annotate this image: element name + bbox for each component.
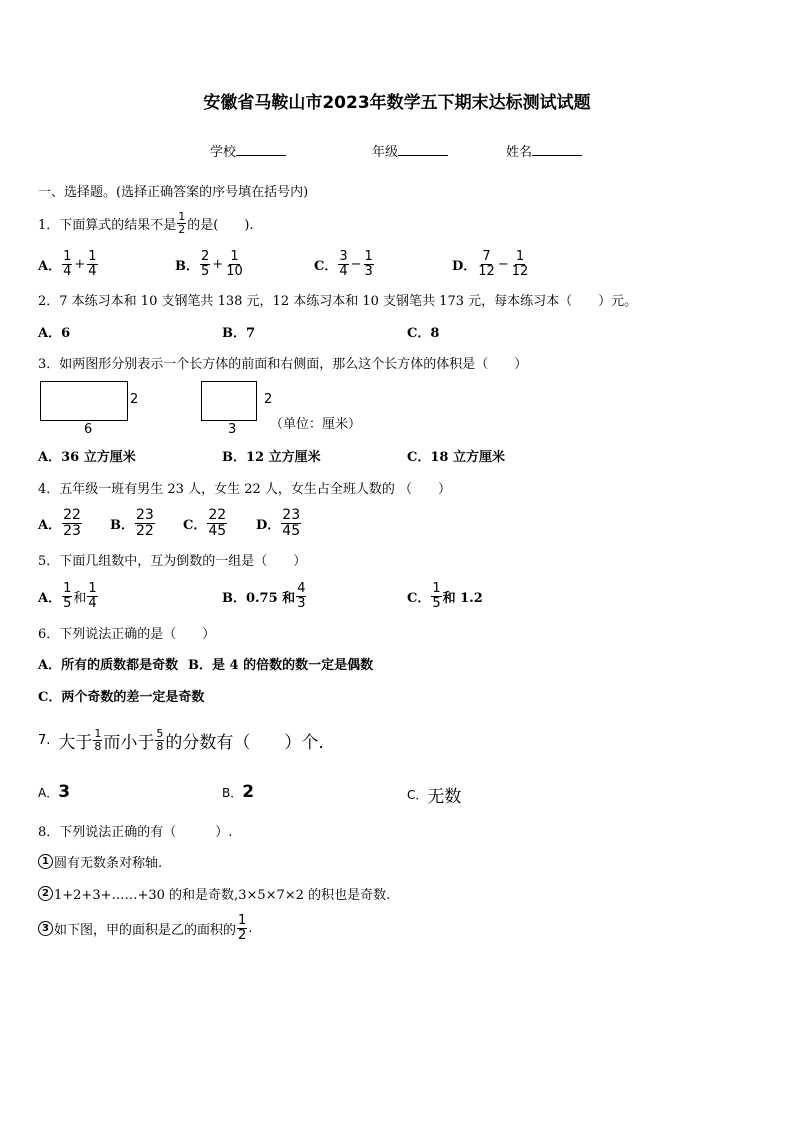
question-2: 2．7 本练习本和 10 支钢笔共 138 元，12 本练习本和 10 支钢笔共 173 元，每本练习本（ ）元。 <box>38 294 638 309</box>
question-8: 8．下列说法正确的有（ ）. <box>38 825 233 840</box>
fig1-bottom-label: 6 <box>84 422 93 437</box>
option-label: A． <box>38 590 62 606</box>
operator: + <box>74 256 86 272</box>
numerator: 23 <box>282 506 301 523</box>
q3-option-a[interactable]: A．36 立方厘米 <box>38 450 136 465</box>
option-label: B． <box>222 785 243 800</box>
fraction <box>281 508 301 538</box>
q5-option-c[interactable] <box>407 580 483 612</box>
fraction <box>135 508 155 538</box>
option-value: 2 <box>242 782 255 802</box>
fraction <box>296 582 306 610</box>
option-value: 3 <box>58 782 71 802</box>
numerator: 1 <box>88 248 97 264</box>
q8-statement-2 <box>38 884 390 903</box>
option-label: C． <box>407 788 428 802</box>
name-field[interactable] <box>506 141 582 160</box>
option-label: B． <box>175 258 199 274</box>
fraction <box>338 250 348 278</box>
denominator: 8 <box>156 739 164 753</box>
q3-option-c[interactable]: C．18 立方厘米 <box>407 450 505 465</box>
q5-option-b[interactable] <box>222 580 307 612</box>
numerator: 1 <box>88 580 97 596</box>
fraction <box>431 582 441 610</box>
numerator: 1 <box>63 248 72 264</box>
q6-option-c[interactable]: C．两个奇数的差一定是奇数 <box>38 690 205 705</box>
denominator: 5 <box>63 595 72 611</box>
operator: − <box>497 256 509 272</box>
q4-option-b[interactable] <box>110 505 156 541</box>
fraction <box>87 250 97 278</box>
numerator: 22 <box>208 506 227 523</box>
front-face-rectangle <box>40 381 128 421</box>
denominator: 10 <box>226 263 243 279</box>
q7-text-post: 的分数有（ ）个. <box>165 732 324 753</box>
denominator: 2 <box>238 927 247 943</box>
fraction <box>62 582 72 610</box>
statement-text: 1+2+3+……+30 的和是奇数,3×5×7×2 的积也是奇数. <box>54 888 391 903</box>
option-label: B．0.75 和 <box>222 590 296 606</box>
denominator: 4 <box>88 263 97 279</box>
denominator: 4 <box>63 263 72 279</box>
name-blank[interactable] <box>532 143 582 156</box>
option-label: C． <box>314 258 338 274</box>
q2-option-a[interactable]: A．6 <box>38 326 71 341</box>
fraction <box>155 728 164 752</box>
q1-option-d[interactable] <box>452 250 530 278</box>
operator: − <box>350 256 362 272</box>
denominator: 5 <box>201 263 210 279</box>
denominator: 12 <box>478 263 495 279</box>
numerator: 7 <box>482 248 491 264</box>
numerator: 1 <box>364 248 373 264</box>
denominator: 23 <box>63 522 81 539</box>
denominator: 45 <box>208 522 227 539</box>
numerator: 23 <box>136 506 154 523</box>
option-label: A． <box>38 258 62 274</box>
q3-option-b[interactable]: B．12 立方厘米 <box>222 450 321 465</box>
numerator: 1 <box>432 580 441 596</box>
numerator: 3 <box>339 248 348 264</box>
q7-text-pre: 大于 <box>58 732 93 753</box>
q4-option-d[interactable] <box>256 505 302 541</box>
school-field[interactable] <box>210 141 286 160</box>
fraction <box>225 250 244 278</box>
question-4: 4．五年级一班有男生 23 人，女生 22 人，女生占全班人数的 （ ） <box>38 482 452 497</box>
fig2-side-label: 2 <box>264 392 273 407</box>
denominator: 4 <box>88 595 97 611</box>
denominator: 8 <box>94 739 102 753</box>
grade-field[interactable] <box>372 141 448 160</box>
denominator: 12 <box>511 263 529 279</box>
q1-frac-den: 2 <box>178 222 186 236</box>
circled-number: 3 <box>38 921 53 936</box>
numerator: 22 <box>63 506 81 523</box>
school-label: 学校 <box>210 145 237 160</box>
question-3: 3．如两图形分别表示一个长方体的前面和右侧面，那么这个长方体的体积是（ ） <box>38 357 528 372</box>
q1-option-a[interactable] <box>38 250 99 278</box>
unit-label: （单位：厘米） <box>270 417 362 432</box>
q4-option-c[interactable] <box>183 505 228 541</box>
q7-text-mid: 而小于 <box>103 732 155 753</box>
section-heading: 一、选择题。(选择正确答案的序号填在括号内) <box>38 185 309 200</box>
statement-tail: . <box>248 920 253 936</box>
option-label: C． <box>407 590 431 606</box>
fraction <box>237 914 247 942</box>
option-label: B． <box>110 517 134 533</box>
question-6: 6．下列说法正确的是（ ） <box>38 627 216 642</box>
side-face-rectangle <box>201 381 257 421</box>
question-5: 5．下面几组数中，互为倒数的一组是（ ） <box>38 554 307 569</box>
numerator: 1 <box>230 248 239 264</box>
circled-number: 1 <box>38 854 53 869</box>
q1-text-post: 的是( ). <box>187 217 254 233</box>
option-tail: 和 1.2 <box>442 590 483 606</box>
numerator: 5 <box>156 726 164 740</box>
numerator: 2 <box>201 248 210 264</box>
fraction <box>62 250 72 278</box>
q8-statement-3 <box>38 910 252 946</box>
numerator: 4 <box>297 580 306 596</box>
fraction <box>207 508 227 538</box>
numerator: 1 <box>94 726 102 740</box>
name-label: 姓名 <box>506 145 533 160</box>
option-label: A． <box>38 517 62 533</box>
denominator: 3 <box>364 263 373 279</box>
q4-option-a[interactable] <box>38 505 83 541</box>
grade-label: 年级 <box>372 145 399 160</box>
conjunction: 和 <box>73 590 87 606</box>
option-label: A． <box>38 785 59 800</box>
grade-blank[interactable] <box>398 143 448 156</box>
denominator: 4 <box>339 263 348 279</box>
denominator: 45 <box>282 522 301 539</box>
statement-text: 如下图，甲的面积是乙的面积的 <box>54 922 237 938</box>
fig2-bottom-label: 3 <box>228 422 237 437</box>
school-blank[interactable] <box>236 143 286 156</box>
question-7 <box>38 720 324 760</box>
statement-text: 圆有无数条对称轴. <box>54 856 163 871</box>
q1-option-c[interactable] <box>314 250 375 278</box>
q2-option-b[interactable]: B．7 <box>222 326 256 341</box>
q7-number: 7. <box>38 732 51 748</box>
q5-option-a[interactable] <box>38 580 99 612</box>
fraction <box>477 250 496 278</box>
q2-option-c[interactable]: C．8 <box>407 326 440 341</box>
circled-number: 2 <box>38 886 53 901</box>
q7-option-b[interactable] <box>222 782 254 802</box>
q1-option-b[interactable] <box>175 250 245 278</box>
denominator: 3 <box>297 595 306 611</box>
option-label: D． <box>256 517 281 533</box>
q6-option-b[interactable]: B．是 4 的倍数的数一定是偶数 <box>188 658 374 673</box>
q1-fraction <box>177 211 186 235</box>
q8-statement-1 <box>38 852 162 871</box>
operator: + <box>212 256 224 272</box>
option-label: C． <box>183 517 207 533</box>
fraction <box>511 250 530 278</box>
fig1-side-label: 2 <box>130 392 139 407</box>
q6-option-a[interactable]: A．所有的质数都是奇数 <box>38 658 179 673</box>
denominator: 22 <box>136 522 154 539</box>
q7-option-a[interactable] <box>38 782 70 802</box>
q1-text-pre: 1．下面算式的结果不是 <box>38 217 177 233</box>
numerator: 1 <box>63 580 72 596</box>
fraction <box>87 582 97 610</box>
q7-option-c[interactable] <box>407 782 461 807</box>
numerator: 1 <box>238 912 247 928</box>
option-label: D． <box>452 258 477 274</box>
denominator: 5 <box>432 595 441 611</box>
question-1 <box>38 211 254 235</box>
q1-frac-num: 1 <box>178 209 186 223</box>
fraction <box>200 250 210 278</box>
numerator: 1 <box>515 248 525 264</box>
page-title: 安徽省马鞍山市2023年数学五下期末达标测试试题 <box>203 93 591 113</box>
fraction <box>364 250 374 278</box>
option-value: 无数 <box>427 787 462 807</box>
fraction <box>62 508 82 538</box>
fraction <box>93 728 102 752</box>
